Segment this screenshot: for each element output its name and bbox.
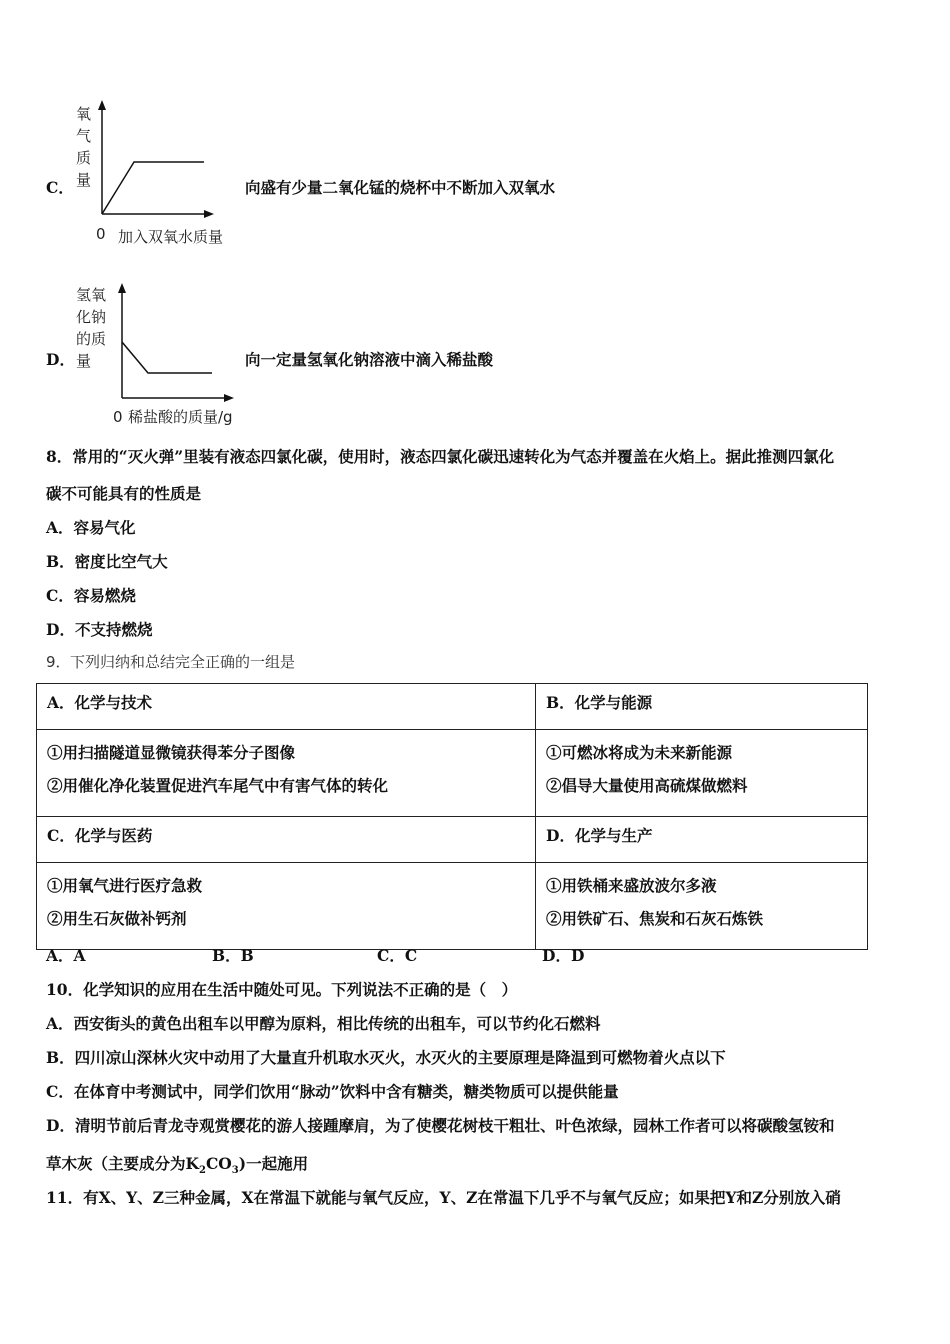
q8-option-a[interactable]: A．容易气化	[46, 518, 136, 537]
graph-d-origin: 0	[113, 408, 123, 426]
graph-c-description: 向盛有少量二氧化锰的烧杯中不断加入双氧水	[245, 178, 556, 197]
q9-cell-c-body	[37, 863, 536, 950]
graph-c-y-arrow	[98, 100, 106, 110]
q9-answer-a[interactable]: A．A	[46, 946, 86, 965]
q9-cell-b-head: B．化学与能源	[536, 684, 868, 730]
q9-table	[36, 683, 868, 950]
q10-option-c[interactable]: C．在体育中考测试中，同学们饮用“脉动”饮料中含有糖类，糖类物质可以提供能量	[46, 1082, 619, 1101]
graph-c-plot	[90, 98, 220, 228]
q9-a-item-2: ②用催化净化装置促进汽车尾气中有害气体的转化	[47, 776, 389, 795]
option-d-label: D．	[46, 350, 75, 369]
q9-cell-c-head: C．化学与医药	[37, 817, 536, 863]
q8-stem-line2: 碳不可能具有的性质是	[46, 484, 202, 503]
q9-number: 9．	[46, 653, 71, 671]
q8-option-c[interactable]: C．容易燃烧	[46, 586, 136, 605]
q10-option-b[interactable]: B．四川凉山深林火灾中动用了大量直升机取水灭火，水灭火的主要原理是降温到可燃物着火点以下	[46, 1048, 726, 1067]
q10-d2-sub2: 3	[231, 1165, 239, 1177]
q9-cell-a-head: A．化学与技术	[37, 684, 536, 730]
q10-d2-sub1: 2	[198, 1165, 206, 1177]
graph-d-description: 向一定量氢氧化钠溶液中滴入稀盐酸	[245, 350, 494, 369]
graph-d-curve	[122, 342, 212, 373]
q10-stem: 10．化学知识的应用在生活中随处可见。下列说法不正确的是（ ）	[46, 980, 518, 999]
q9-c-item-1: ①用氧气进行医疗急救	[47, 876, 203, 895]
q9-cell-d-body	[536, 863, 868, 950]
q10-d2-mid: CO	[205, 1154, 232, 1173]
q10-d2-post: )一起施用	[238, 1154, 309, 1173]
graph-c-origin: 0	[96, 225, 106, 243]
graph-d-xlabel: 稀盐酸的质量/g	[128, 408, 233, 426]
q9-answer-d[interactable]: D．D	[542, 946, 585, 965]
q8-option-d[interactable]: D．不支持燃烧	[46, 620, 153, 639]
q10-option-a[interactable]: A．西安街头的黄色出租车以甲醇为原料，相比传统的出租车，可以节约化石燃料	[46, 1014, 601, 1033]
q9-d-item-1: ①用铁桶来盛放波尔多液	[546, 876, 717, 895]
q9-b-item-1: ①可燃冰将成为未来新能源	[546, 743, 733, 762]
option-c-label: C．	[46, 178, 74, 197]
graph-d-y-arrow	[118, 283, 126, 293]
graph-d-x-arrow	[224, 394, 234, 402]
q8-option-b[interactable]: B．密度比空气大	[46, 552, 168, 571]
q10-option-d-line1[interactable]: D．清明节前后青龙寺观赏樱花的游人接踵摩肩，为了使樱花树枝干粗壮、叶色浓绿，园林工作者可以将碳酸氢铵和	[46, 1116, 835, 1135]
q8-stem-line1: 8．常用的“灭火弹”里装有液态四氯化碳，使用时，液态四氯化碳迅速转化为气态并覆盖在火焰上。据此推测四氯化	[46, 447, 835, 466]
q10-option-d-line2[interactable]	[46, 1152, 308, 1176]
graph-c-xlabel: 加入双氧水质量	[118, 228, 224, 246]
q9-cell-d-head: D．化学与生产	[536, 817, 868, 863]
q9-a-item-1: ①用扫描隧道显微镜获得苯分子图像	[47, 743, 296, 762]
q9-stem: 下列归纳和总结完全正确的一组是	[70, 653, 296, 671]
q9-answer-b[interactable]: B．B	[212, 946, 254, 965]
q9-b-item-2: ②倡导大量使用高硫煤做燃料	[546, 776, 748, 795]
q9-c-item-2: ②用生石灰做补钙剂	[47, 909, 187, 928]
q9-cell-a-body	[37, 730, 536, 817]
q11-stem-line1: 11．有X、Y、Z三种金属，X在常温下就能与氧气反应，Y、Z在常温下几乎不与氧气反应；如果把Y和Z分别放入硝	[46, 1188, 841, 1207]
graph-c-x-arrow	[204, 210, 214, 218]
q9-cell-b-body	[536, 730, 868, 817]
q9-answer-c[interactable]: C．C	[377, 946, 418, 965]
graph-d-plot	[112, 280, 242, 410]
graph-d-ylabel: 氢氧化钠的质量	[76, 286, 107, 370]
graph-c-curve	[102, 162, 204, 214]
graph-c-ylabel: 氧气质量	[76, 105, 92, 189]
q10-d2-pre: 草木灰（主要成分为K	[46, 1154, 199, 1173]
q9-d-item-2: ②用铁矿石、焦炭和石灰石炼铁	[546, 909, 764, 928]
